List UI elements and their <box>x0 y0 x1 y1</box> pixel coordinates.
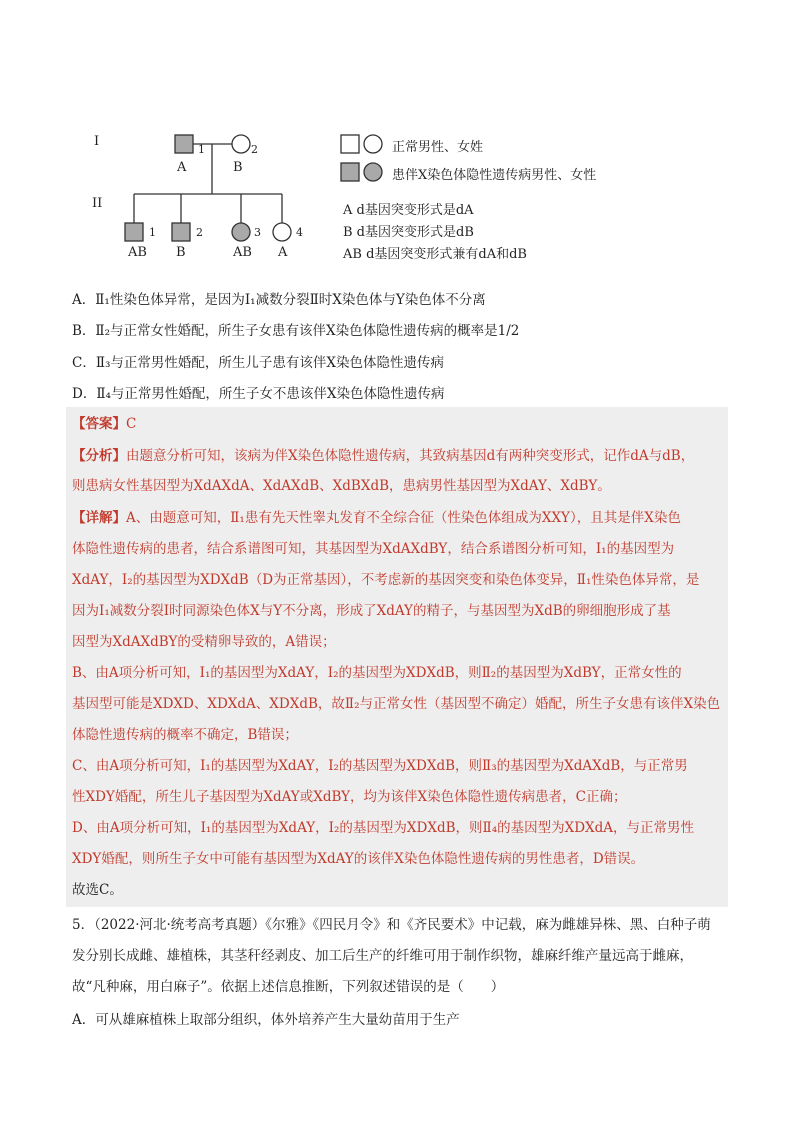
detail-line-8: 体隐性遗传病的概率不确定，B错误； <box>72 727 298 743</box>
II3-number: 3 <box>254 226 261 239</box>
legend-female-normal-symbol <box>364 135 382 153</box>
generation-II-label: II <box>92 196 103 211</box>
detail-line-9: C、由A项分析可知，Ⅰ₁的基因型为XdAY，Ⅰ₂的基因型为XDXdB，则Ⅱ₃的基因型为XdAXdB，与正常男 <box>72 758 688 774</box>
detail-line-3: XdAY，Ⅰ₂的基因型为XDXdB（D为正常基因），不考虑新的基因突变和染色体变异，Ⅱ₁性染色体异常，是 <box>72 572 700 588</box>
II4-number: 4 <box>296 226 303 239</box>
note-B: B d基因突变形式是dB <box>343 225 474 240</box>
I1-number: 1 <box>198 143 205 156</box>
I2-genotype-label: B <box>233 160 243 175</box>
pedigree-I2-female-normal <box>232 135 250 153</box>
answer-tag: 【答案】 <box>72 416 126 432</box>
legend-male-affected-symbol <box>341 163 359 181</box>
I1-genotype-label: A <box>177 160 187 175</box>
analysis-line-2: 则患病女性基因型为XdAXdA、XdAXdB、XdBXdB，患病男性基因型为XdAY、XdBY。 <box>72 478 611 494</box>
conclusion-line: 故选C。 <box>72 882 123 898</box>
detail-line-11: D、由A项分析可知，Ⅰ₁的基因型为XdAY，Ⅰ₂的基因型为XDXdB，则Ⅱ₄的基因型为XDXdA，与正常男性 <box>72 820 695 836</box>
II1-number: 1 <box>149 226 156 239</box>
II2-genotype-label: B <box>176 245 186 260</box>
II3-genotype-label: AB <box>233 245 252 260</box>
I2-number: 2 <box>251 143 258 156</box>
legend-affected-label: 患伴X染色体隐性遗传病男性、女性 <box>392 168 597 183</box>
detail-line-6: B、由A项分析可知，Ⅰ₁的基因型为XdAY，Ⅰ₂的基因型为XDXdB，则Ⅱ₂的基因型为XdBY，正常女性的 <box>72 665 682 681</box>
II1-genotype-label: AB <box>128 245 147 260</box>
option-D: D．Ⅱ₄与正常男性婚配，所生子女不患该伴X染色体隐性遗传病 <box>72 386 445 402</box>
generation-I-label: I <box>94 134 100 149</box>
question5-line-2: 发分别长成雌、雄植株，其茎秆经剥皮、加工后生产的纤维可用于制作织物，雄麻纤维产量远高于雌麻， <box>72 948 693 964</box>
II4-genotype-label: A <box>278 245 288 260</box>
answer-value: C <box>126 416 137 432</box>
analysis-tag: 【分析】 <box>72 448 126 464</box>
legend-normal-label: 正常男性、女姓 <box>392 140 484 155</box>
detail-line-4: 因为Ⅰ₁减数分裂Ⅰ时同源染色体X与Y不分离，形成了XdAY的精子，与基因型为XdB的卵细胞形成了基 <box>72 603 671 619</box>
legend-female-affected-symbol <box>364 163 382 181</box>
option-B: B．Ⅱ₂与正常女性婚配，所生子女患有该伴X染色体隐性遗传病的概率是1/2 <box>72 323 520 339</box>
pedigree-II3-female-affected <box>232 223 250 241</box>
note-A: A d基因突变形式是dA <box>343 203 474 218</box>
pedigree-I1-male-affected <box>175 135 193 153</box>
option-A: A．Ⅱ₁性染色体异常，是因为Ⅰ₁减数分裂Ⅱ时X染色体与Y染色体不分离 <box>72 292 486 308</box>
note-AB: AB d基因突变形式兼有dA和dB <box>343 247 527 262</box>
question5-line-3: 故“凡种麻，用白麻子”。依据上述信息推断，下列叙述错误的是（ ） <box>72 979 505 995</box>
question5-option-A: A．可从雄麻植株上取部分组织，体外培养产生大量幼苗用于生产 <box>72 1012 460 1028</box>
pedigree-II2-male-affected <box>172 223 190 241</box>
pedigree-II1-male-affected <box>125 223 143 241</box>
detail-line-2: 体隐性遗传病的患者，结合系谱图可知，其基因型为XdAXdBY，结合系谱图分析可知，Ⅰ₁的基因型为 <box>72 541 675 557</box>
option-C: C．Ⅱ₃与正常男性婚配，所生儿子患有该伴X染色体隐性遗传病 <box>72 355 445 371</box>
question5-line-1: 5．（2022·河北·统考高考真题）《尔雅》《四民月令》和《齐民要术》中记载，麻为雌雄异株、黑、白种子萌 <box>72 917 711 933</box>
II2-number: 2 <box>196 226 203 239</box>
detail-line-5: 因型为XdAXdBY的受精卵导致的，A错误； <box>72 634 336 650</box>
detail-line-10: 性XDY婚配，所生儿子基因型为XdAY或XdBY，均为该伴X染色体隐性遗传病患者，C正确； <box>72 789 627 805</box>
pedigree-II4-female-normal <box>273 223 291 241</box>
legend-male-normal-symbol <box>341 135 359 153</box>
detail-tag: 【详解】 <box>72 510 126 526</box>
analysis-line-1: 【分析】由题意分析可知，该病为伴X染色体隐性遗传病，其致病基因d有两种突变形式，记作dA与dB， <box>72 448 695 464</box>
detail-line-1: 【详解】A、由题意可知，Ⅱ₁患有先天性睾丸发育不全综合征（性染色体组成为XXY），且其是伴X染色 <box>72 510 681 526</box>
answer-line <box>72 414 136 434</box>
detail-line-7: 基因型可能是XDXD、XDXdA、XDXdB，故Ⅱ₂与正常女性（基因型不确定）婚配，所生子女患有该伴X染色 <box>72 696 721 712</box>
detail-line-12: XDY婚配，则所生子女中可能有基因型为XdAY的该伴X染色体隐性遗传病的男性患者，D错误。 <box>72 851 645 867</box>
